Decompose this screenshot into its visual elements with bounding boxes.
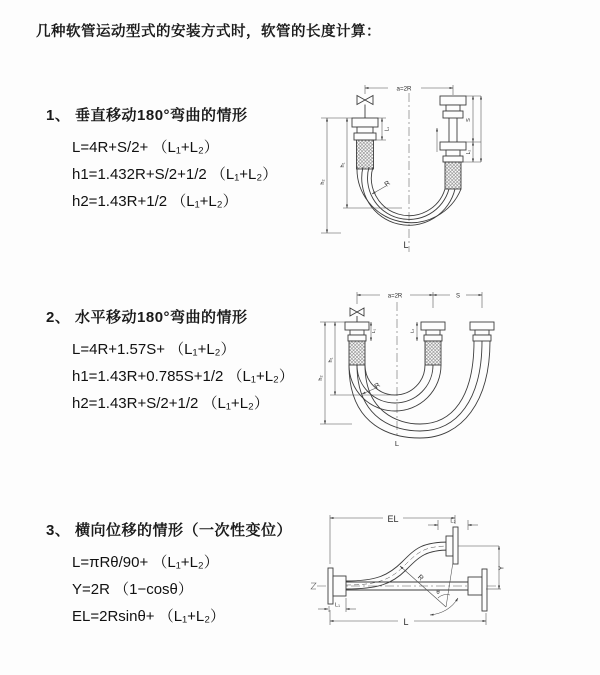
dim-label-h2: h₂: [320, 179, 326, 185]
diagram-vertical-movement-180-bend: [318, 78, 494, 258]
left-fitting: [352, 118, 378, 169]
formula-line: h2=1.43R+1/2 （L₁+L₂）: [72, 193, 238, 210]
dim-label-l-total: L: [394, 439, 400, 448]
valve-icon: [350, 308, 364, 322]
section-lateral-displacement: [46, 519, 292, 630]
dimension-l: [330, 610, 486, 627]
section-2-heading: 2、 水平移动180°弯曲的情形: [46, 309, 248, 326]
formula-line: h1=1.43R+0.785S+1/2 （L₁+L₂）: [72, 368, 294, 385]
dim-label-r: R: [416, 573, 425, 583]
section-horizontal-movement: [46, 306, 294, 417]
radius-label: [372, 180, 392, 194]
angle-construction: [400, 562, 458, 615]
formula-line: L=4R+S/2+ （L₁+L₂）: [72, 139, 219, 156]
dim-label-theta: θ: [436, 590, 440, 596]
diagram-horizontal-movement-180-bend: [318, 283, 500, 451]
section-vertical-movement: [46, 104, 277, 215]
dimension-el: [330, 514, 455, 564]
dim-label-l1: L₁: [335, 602, 340, 609]
dimension-s-l2: [463, 96, 481, 162]
dim-label-l1: L₁: [372, 328, 377, 334]
dim-label-h1: h₁: [328, 357, 334, 363]
page-title: 几种软管运动型式的安装方式时，软管的长度计算：: [36, 24, 381, 40]
formula-line: L=4R+1.57S+ （L₁+L₂）: [72, 341, 236, 358]
right-fitting-displaced: [470, 322, 494, 341]
dim-label-h1: h₁: [340, 162, 346, 168]
right-fitting-upper: [440, 96, 466, 142]
dim-label-l-total: L: [403, 240, 409, 250]
dim-label-r: R: [383, 179, 392, 189]
formula-line: Y=2R （1−cosθ）: [72, 581, 193, 598]
section-2-formulas: [72, 336, 294, 417]
formula-line: EL=2Rsinθ+ （L₁+L₂）: [72, 608, 226, 625]
dimension-y: [486, 546, 506, 589]
dim-label-y: Y: [498, 565, 506, 571]
dim-label-el: EL: [387, 513, 399, 524]
section-3-heading: 3、 横向位移的情形（一次性变位）: [46, 522, 293, 539]
dim-label-l2: L₂: [450, 518, 456, 525]
hose-curves-position-1: [349, 365, 441, 411]
dim-label-h2: h₂: [318, 375, 324, 381]
dimension-l2: [410, 322, 418, 341]
dim-label-s: S: [455, 293, 461, 300]
left-fitting: [345, 322, 369, 365]
hose-curves-position-2: [349, 341, 490, 438]
dim-label-s: S: [466, 118, 472, 122]
dim-label-l: L: [403, 617, 409, 627]
section-1-heading: 1、 垂直移动180°弯曲的情形: [46, 107, 248, 124]
right-fitting-lower: [440, 142, 466, 189]
dim-label-l2: L₂: [466, 149, 472, 155]
straight-pipe-original-position: [346, 569, 487, 611]
dim-label-l2: L₂: [410, 328, 416, 334]
section-3-formulas: [72, 549, 292, 630]
valve-icon: [357, 96, 373, 119]
formula-line: L=πRθ/90+ （L₁+L₂）: [72, 554, 219, 571]
diagram-lateral-displacement: [310, 503, 508, 635]
left-flange: [328, 568, 346, 604]
dimension-l1: [371, 322, 377, 341]
dim-label-a2r: a=2R: [387, 293, 403, 300]
dim-label-r: R: [373, 381, 382, 391]
dimension-l1: [318, 598, 356, 612]
formula-line: h2=1.43R+S/2+1/2 （L₁+L₂）: [72, 395, 269, 412]
dimension-a2r-s: [357, 292, 482, 308]
dim-label-a2r: a=2R: [396, 85, 412, 93]
formula-line: h1=1.432R+S/2+1/2 （L₁+L₂）: [72, 166, 278, 183]
section-1-formulas: [72, 134, 277, 215]
dim-label-l1: L₁: [384, 126, 391, 132]
middle-fitting: [421, 322, 445, 365]
